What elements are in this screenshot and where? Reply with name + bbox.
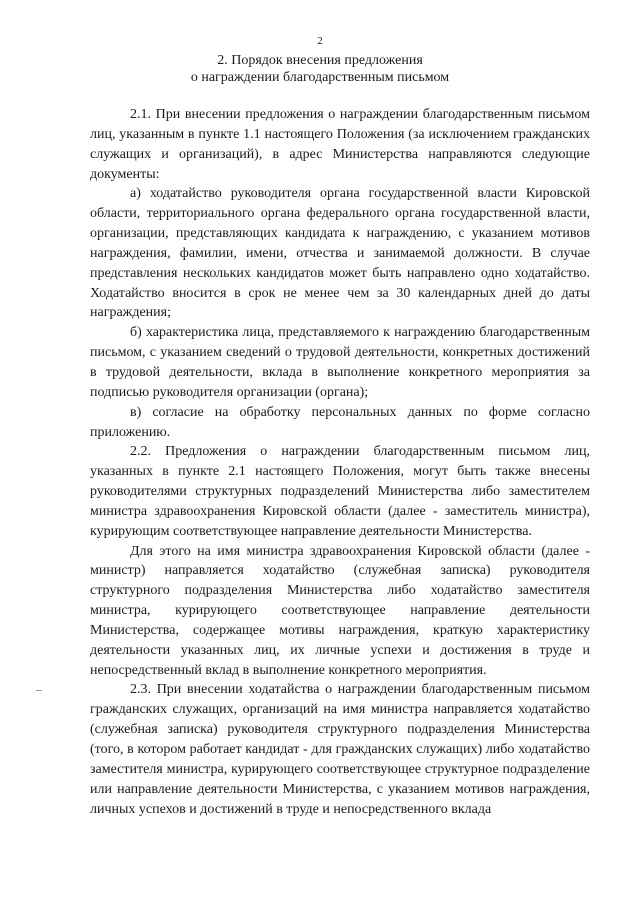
section-title-line-2: о награждении благодарственным письмом	[190, 70, 450, 85]
section-title-line-1: 2. Порядок внесения предложения	[217, 53, 423, 68]
paragraph-2-1-b: б) характеристика лица, представляемого к награждению благодарственным письмом, с указанием сведений о трудовой деятельности, конкретных достижений в трудовой деятельности, вклада в выполнение конкретного мероприятия за подписью руководителя организации (органа);	[90, 325, 590, 400]
paragraph-2-1-v: в) согласие на обработку персональных данных по форме согласно приложению.	[90, 404, 590, 440]
document-body	[90, 105, 590, 819]
section-heading	[0, 52, 640, 86]
paragraph-2-1: 2.1. При внесении предложения о награждении благодарственным письмом лиц, указанным в пункте 1.1 настоящего Положения (за исключением гражданских служащих и организаций), в адрес Министерства направляются следующие документы:	[90, 107, 590, 182]
scan-margin-mark	[36, 690, 42, 691]
page-number: 2	[317, 35, 323, 47]
paragraph-2-2: 2.2. Предложения о награждении благодарственным письмом лиц, указанных в пункте 2.1 настоящего Положения, могут быть также внесены руководителями структурных подразделений Министерства либо заместителем министра здравоохранения Кировской области (далее - заместитель министра), курирующим соответствующее направление деятельности Министерства.	[90, 444, 590, 539]
paragraph-2-2-continued: Для этого на имя министра здравоохранения Кировской области (далее - министр) направляется ходатайство (служебная записка) руководителя структурного подразделения Министерства либо ходатайство заместителя министра, курирующего соответствующее направление деятельности Министерства, содержащее мотивы награждения, краткую характеристику деятельности указанных лиц, их личные успехи и достижения в труде и непосредственный вклад в выполнение конкретного мероприятия.	[90, 543, 590, 678]
paragraph-2-3: 2.3. При внесении ходатайства о награждении благодарственным письмом гражданских служащих, организаций на имя министра направляется ходатайство (служебная записка) руководителя структурного подразделения Министерства (того, в котором работает кандидат - для гражданских служащих) либо ходатайство заместителя министра, курирующего соответствующее структурное подразделение или направление деятельности Министерства, с указанием мотивов награждения, личных успехов и достижений в труде и непосредственного вклада	[90, 682, 590, 817]
paragraph-2-1-a: а) ходатайство руководителя органа государственной власти Кировской области, территориального органа федерального органа государственной власти, организации, представляющих кандидата к награждению, с указанием мотивов награждения, фамилии, имени, отчества и занимаемой должности. В случае представления нескольких кандидатов может быть направлено одно ходатайство. Ходатайство вносится в срок не менее чем за 30 календарных дней до даты награждения;	[90, 186, 590, 321]
